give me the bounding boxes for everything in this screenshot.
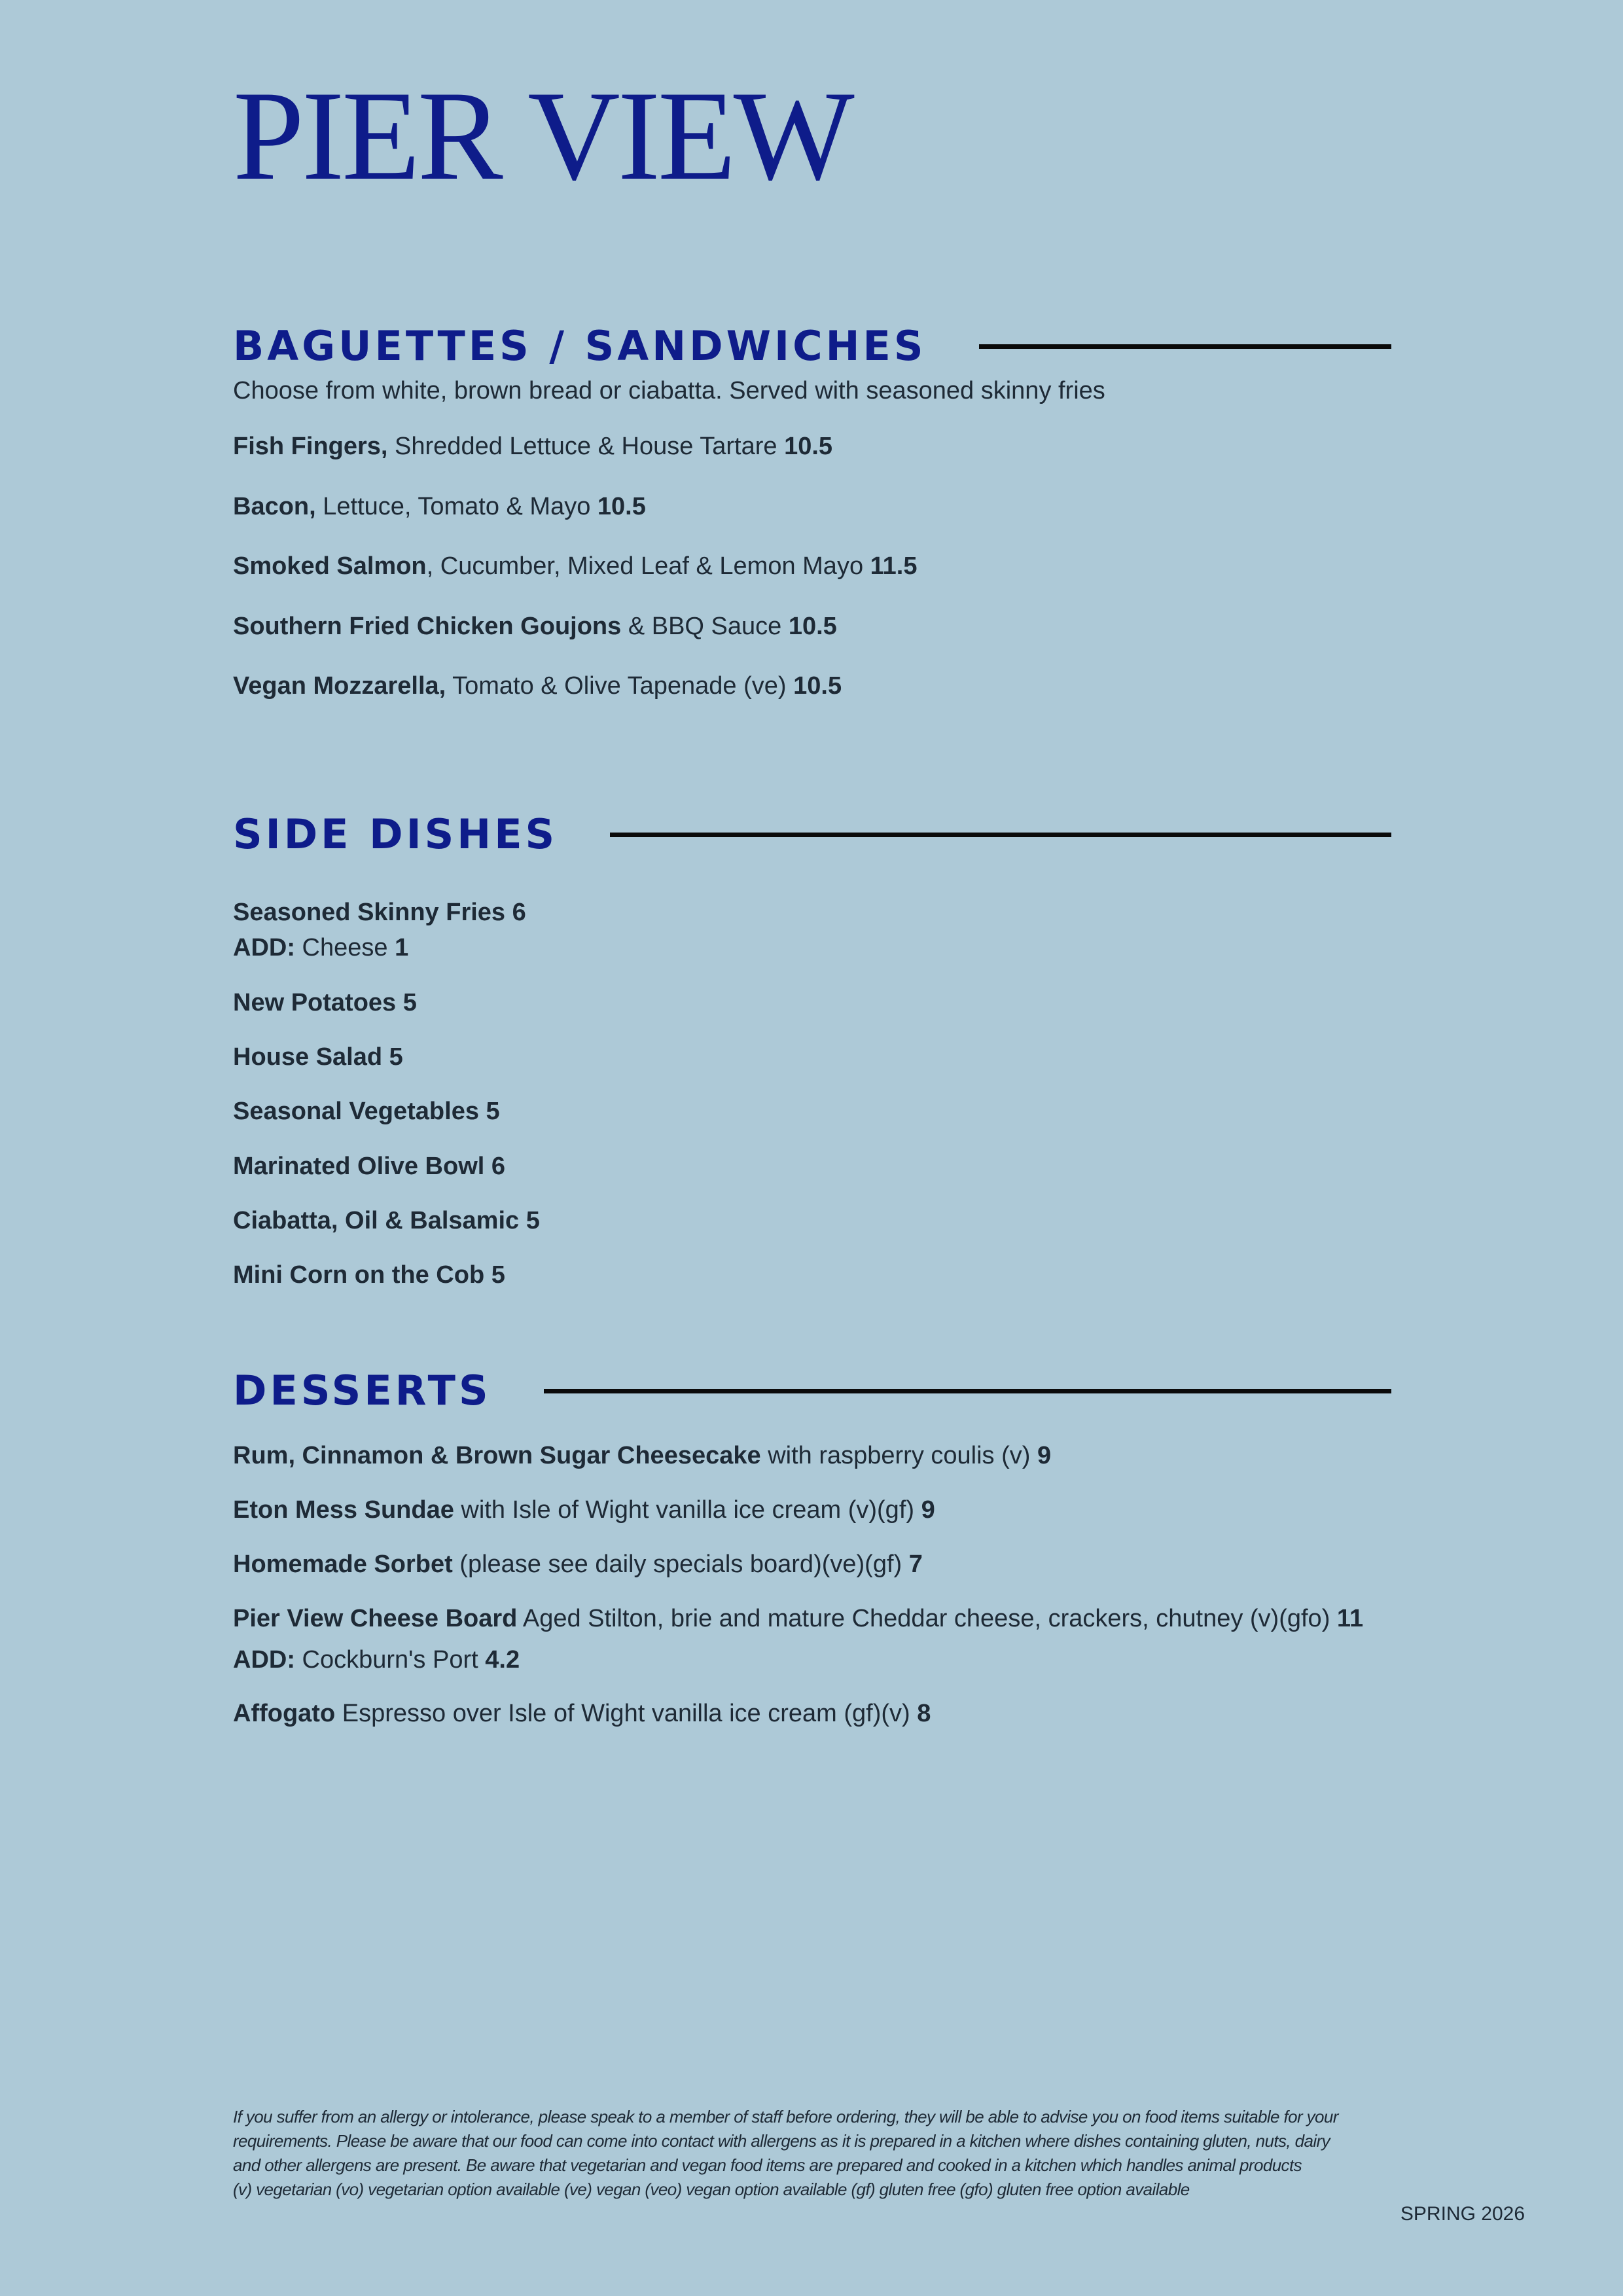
menu-item [233, 1604, 1363, 1634]
item-name: New Potatoes 5 [233, 989, 417, 1016]
item-description: Aged Stilton, brie and mature Cheddar cheese, crackers, chutney (v)(gfo) [517, 1605, 1337, 1632]
allergen-notice-line: If you suffer from an allergy or intolerance, please speak to a member of staff before ordering, they will be able to advise you on food items suitable for your [233, 2107, 1338, 2126]
addon-label: ADD: [233, 934, 295, 961]
addon-label: ADD: [233, 1646, 295, 1674]
menu-item [233, 1152, 505, 1182]
menu-item [233, 1550, 923, 1580]
allergen-notice-line: and other allergens are present. Be aware that vegetarian and vegan food items are prepared and cooked in a kitchen which handles animal products [233, 2155, 1302, 2175]
menu-item [233, 432, 832, 462]
item-price: 11.5 [870, 552, 918, 580]
restaurant-title: PIER VIEW [233, 65, 852, 207]
item-name: Eton Mess Sundae [233, 1496, 454, 1524]
item-name: Southern Fried Chicken Goujons [233, 613, 622, 640]
section-divider [544, 1389, 1391, 1393]
item-price: 11 [1336, 1605, 1364, 1632]
allergen-notice-line: requirements. Please be aware that our food can come into contact with allergens as it is prepared in a kitchen where dishes containing gluten, nuts, dairy [233, 2131, 1330, 2151]
section-heading-desserts [233, 1367, 1391, 1414]
item-name: Pier View Cheese Board [233, 1605, 518, 1632]
addon-description: Cockburn's Port [294, 1646, 486, 1674]
menu-item [233, 1097, 500, 1127]
item-price: 10.5 [784, 433, 833, 460]
item-name: House Salad 5 [233, 1043, 403, 1071]
allergen-notice [233, 2105, 1385, 2202]
menu-item-addon [233, 1645, 520, 1676]
addon-description: Cheese [294, 934, 395, 961]
menu-item [233, 1699, 931, 1729]
menu-item [233, 672, 842, 702]
item-name: Vegan Mozzarella, [233, 672, 446, 700]
item-description: Espresso over Isle of Wight vanilla ice cream (gf)(v) [335, 1700, 918, 1727]
section-title: SIDE DISHES [233, 810, 558, 858]
menu-item [233, 1261, 505, 1291]
item-name: Mini Corn on the Cob 5 [233, 1261, 505, 1289]
item-price: 10.5 [597, 493, 646, 520]
item-description: with raspberry coulis (v) [760, 1442, 1037, 1469]
item-name: Ciabatta, Oil & Balsamic 5 [233, 1207, 540, 1234]
item-description: Tomato & Olive Tapenade (ve) [446, 672, 794, 700]
section-divider [979, 344, 1392, 349]
item-description: & BBQ Sauce [621, 613, 789, 640]
menu-item [233, 1441, 1051, 1471]
item-price: 7 [908, 1551, 923, 1578]
item-price: 10.5 [793, 672, 842, 700]
dietary-key: (v) vegetarian (vo) vegetarian option available (ve) vegan (veo) vegan option available (gf) gluten free (gfo) gluten free option available [233, 2179, 1190, 2199]
item-description: with Isle of Wight vanilla ice cream (v)(gf) [454, 1496, 921, 1524]
item-description: Lettuce, Tomato & Mayo [315, 493, 597, 520]
item-price: 8 [917, 1700, 931, 1727]
menu-item [233, 1043, 403, 1073]
item-name: Rum, Cinnamon & Brown Sugar Cheesecake [233, 1442, 761, 1469]
item-price: 9 [1037, 1442, 1052, 1469]
menu-item [233, 898, 526, 928]
item-name: Marinated Olive Bowl 6 [233, 1153, 505, 1180]
item-price: 9 [921, 1496, 935, 1524]
addon-price: 1 [395, 934, 409, 961]
menu-item-addon [233, 933, 408, 963]
item-name: Bacon, [233, 493, 316, 520]
menu-item [233, 988, 417, 1018]
menu-item [233, 1496, 935, 1526]
section-title: BAGUETTES / SANDWICHES [233, 322, 927, 370]
item-description: (please see daily specials board)(ve)(gf) [452, 1551, 909, 1578]
item-description: Shredded Lettuce & House Tartare [387, 433, 785, 460]
item-description: , Cucumber, Mixed Leaf & Lemon Mayo [426, 552, 870, 580]
menu-item [233, 612, 837, 642]
addon-price: 4.2 [485, 1646, 520, 1674]
menu-item [233, 492, 646, 522]
item-price: 10.5 [788, 613, 837, 640]
menu-item [233, 1206, 540, 1236]
item-name: Seasoned Skinny Fries 6 [233, 899, 526, 926]
item-name: Affogato [233, 1700, 336, 1727]
item-name: Smoked Salmon [233, 552, 427, 580]
menu-item [233, 552, 918, 582]
item-name: Fish Fingers, [233, 433, 388, 460]
section-title: DESSERTS [233, 1367, 491, 1414]
section-heading-baguettes [233, 322, 1391, 370]
item-name: Seasonal Vegetables 5 [233, 1098, 500, 1125]
section-divider [610, 833, 1391, 837]
item-name: Homemade Sorbet [233, 1551, 453, 1578]
menu-season: SPRING 2026 [1400, 2203, 1525, 2225]
section-heading-sides [233, 810, 1391, 858]
section-intro: Choose from white, brown bread or ciabatta. Served with seasoned skinny fries [233, 377, 1105, 404]
